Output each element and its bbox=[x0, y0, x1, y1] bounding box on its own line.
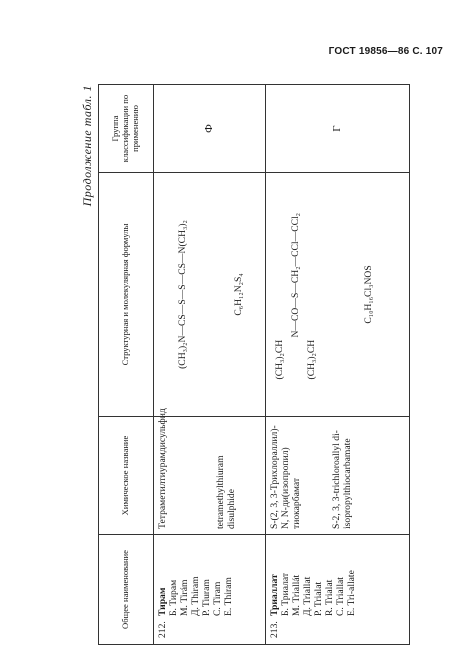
lang-name: R. Trialat bbox=[324, 579, 336, 616]
lang-name: Е. Thiram bbox=[223, 577, 235, 616]
formula-struct-212: (CH₃)₂N—CS—S—S—CS—N(CH₃)₂ bbox=[154, 173, 212, 417]
lang-name: Д. Thiram bbox=[190, 576, 202, 616]
struct-top-branch: (CH₃)₂CH bbox=[273, 339, 285, 380]
lang-name: C. Triallat bbox=[335, 577, 347, 616]
table-caption: Продолжение табл. 1 bbox=[80, 85, 94, 207]
structural-formula bbox=[274, 210, 320, 380]
chem-name-en-213: S-2, 3, 3-trichloroallyl di-isopropylthiocarbamate bbox=[328, 417, 410, 535]
chem-name-en-212: tetramethylthiuram disulphide bbox=[212, 417, 266, 535]
page-header: ГОСТ 19856—86 С. 107 bbox=[328, 46, 443, 57]
common-name-cell-213 bbox=[266, 535, 410, 645]
lang-name: Р. Tiuram bbox=[201, 579, 213, 616]
rotated-table-region bbox=[80, 85, 410, 645]
lang-name: E. Tri-allate bbox=[346, 570, 358, 616]
lang-name: С. Tiram bbox=[212, 581, 224, 616]
group-cell-213: Г bbox=[266, 85, 410, 173]
col-header-group: Группа классификации по применению bbox=[99, 85, 154, 173]
table-row-213-a bbox=[266, 85, 328, 645]
table-row-212-a bbox=[154, 85, 212, 645]
data-table bbox=[98, 84, 410, 645]
struct-main-chain: N—CO—S—CH₂—CCl—CCl₂ bbox=[289, 212, 301, 338]
lang-name: М. Tirám bbox=[179, 579, 191, 616]
table-header-row bbox=[99, 85, 154, 645]
formula-struct-213 bbox=[266, 173, 328, 417]
row-number: 213. bbox=[269, 621, 280, 638]
chem-name-ru-212: Тетраметилтиурамдисульфид bbox=[154, 417, 212, 535]
col-header-chemical-name: Химическое название bbox=[99, 417, 154, 535]
row-number: 212. bbox=[157, 621, 168, 638]
common-name: Триаллат bbox=[269, 574, 280, 616]
lang-name: Б. Тирам bbox=[168, 579, 180, 616]
lang-name: М. Triallát bbox=[291, 574, 303, 616]
col-header-formula: Структурная и молекулярная формулы bbox=[99, 173, 154, 417]
common-name-cell-212 bbox=[154, 535, 266, 645]
lang-name: Б. Триалат bbox=[280, 572, 292, 616]
lang-name: Д. Triallat bbox=[302, 576, 314, 616]
chem-name-ru-213: S-(2, 3, 3-Трихлораллил)-N, N-ди(изопропил) тиокарбамат bbox=[266, 417, 328, 535]
group-cell-212: Ф bbox=[154, 85, 266, 173]
formula-mol-213: C₁₀H₁₆Cl₃NOS bbox=[328, 173, 410, 417]
struct-bottom-branch: (CH₃)₂CH bbox=[305, 339, 317, 380]
lang-name: P. Trialat bbox=[313, 581, 325, 616]
common-name: Тирам bbox=[157, 587, 168, 616]
col-header-common-name: Общее наименование bbox=[99, 535, 154, 645]
formula-mol-212: C₆H₁₂N₂S₄ bbox=[212, 173, 266, 417]
